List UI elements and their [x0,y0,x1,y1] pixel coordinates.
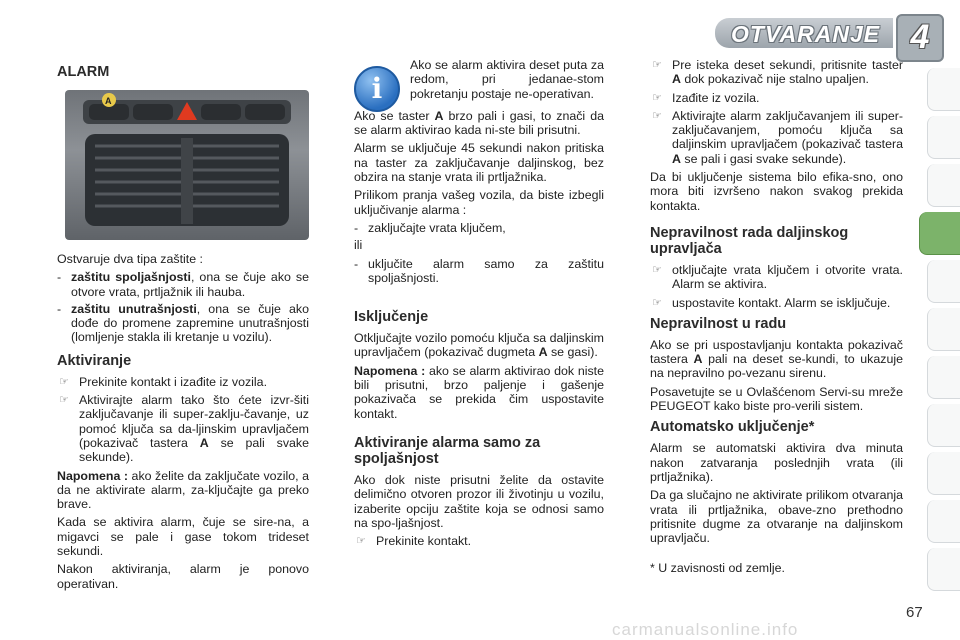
info-icon: i [354,66,400,112]
list-item: ☞ Prekinite kontakt i izađite iz vozila. [59,374,268,389]
list-item: ☞ otključajte vrata ključem i otvorite vrata. Alarm se aktivira. [652,262,903,292]
outer-only-text: Ako dok niste prisutni želite da ostavite delimično otvoren prozor ili životinju u vozilu, izaberite opciju zaštite koja se odnosi samo na spo-ljašnjost. [354,472,604,530]
side-tab[interactable] [927,308,960,351]
dashboard-illustration [65,90,309,240]
pointing-hand-icon: ☞ [652,263,662,276]
list-item: ☞ Aktivirajte alarm zaključavanjem ili super-zaključavanjem, pomoću ključa sa daljinskim upravljačem (pokazivač tastera A se pali i gasi svake sekunde). [652,108,903,166]
column-3 [650,58,903,580]
wash-option: - zaključajte vrata ključem, [354,220,506,235]
section-heading-auto: Automatsko uključenje* [650,419,815,436]
chapter-number-badge [896,14,944,62]
type-outer-text: , ona se čuje ako se otvore vrata, prtljažnik ili hauba. [71,270,309,299]
section-heading-alarm: ALARM [57,64,110,80]
section-heading-fault: Nepravilnost u radu [650,315,787,332]
side-tab-strip [927,68,960,588]
footnote: * U zavisnosti od zemlje. [650,561,785,576]
wash-option: - uključite alarm samo za zaštitu spoljašnjosti. [354,256,604,285]
pointing-hand-icon: ☞ [652,59,662,71]
alarm-trigger-text: Kada se aktivira alarm, čuje se sire-na, a migavci se pale i gase tokom trideset sekundi. [57,515,309,559]
page-number: 67 [906,604,923,621]
column-2 [354,58,604,552]
list-item: ☞ uspostavite kontakt. Alarm se isključuje. [652,295,891,310]
side-tab[interactable] [927,116,960,159]
info-text: Ako se alarm aktivira deset puta za redom, pri jedanae-stom pokretanju postaje ne-operativan. [410,58,604,101]
type-outer-label: zaštitu spoljašnjosti [71,270,191,285]
side-tab-active[interactable] [919,212,960,255]
column-1 [57,58,309,595]
chapter-title: OTVARANJE [731,21,881,47]
pointing-hand-icon: ☞ [652,296,662,309]
pointing-hand-icon: ☞ [356,535,366,548]
pointing-hand-icon: ☞ [59,375,69,388]
side-tab[interactable] [927,500,960,543]
service-text: Posavetujte se u Ovlašćenom Servi-su mreže PEUGEOT kako biste pro-verili sistem. [650,384,903,414]
section-heading-activation: Aktiviranje [57,352,132,369]
type-inner-text: , ona se čuje ako dođe do promene zapremine unutrašnjosti (lomljenje stakla ili kretanje u vozilu). [71,301,309,345]
pointing-hand-icon: ☞ [652,91,662,104]
button-flash-text: Ako se taster A brzo pali i gasi, to znači da se alarm aktivirao kada ni-ste bili prisutni. [354,108,604,138]
list-item: ☞ Prekinite kontakt. [356,534,472,549]
car-wash-text: Prilikom pranja vašeg vozila, da biste izbegli uključivanje alarma : [354,188,604,217]
list-item: ☞ Pre isteka deset sekundi, pritisnite taster A dok pokazivač nije stalno upaljen. [652,58,903,87]
fault-text: Ako se pri uspostavljanju kontakta pokazivač tastera A pali na deset se-kundi, to ukazuje na nepravilno po-vezanu sirenu. [650,337,904,381]
section-heading-off: Isključenje [354,309,429,326]
alarm-after-text: Nakon aktiviranja, alarm je ponovo operativan. [57,562,309,591]
side-tab[interactable] [927,356,960,399]
chapter-title-banner [715,18,893,48]
auto-text-1: Alarm se automatski aktivira dva minuta nakon zatvaranja poslednjih vrata (ili prtljažnika). [650,441,903,484]
side-tab[interactable] [927,260,960,303]
button-a-label: A [105,96,112,106]
side-tab[interactable] [927,548,960,591]
alarm-45s-text: Alarm se uključuje 45 sekundi nakon pritiska na taster za zaključavanje daljinskog, bez obzira na stanje vrata ili prtljažnika. [354,141,604,185]
type-inner-label: zaštitu unutrašnjosti [71,301,197,316]
watermark: carmanualsonline.info [612,620,799,639]
side-tab[interactable] [927,452,960,495]
dashboard-alarm-button-photo [65,90,309,240]
alarm-intro: Ostvaruje dva tipa zaštite : [57,252,204,266]
section-heading-outer-only: Aktiviranje alarma samo za spoljašnjost [354,434,541,467]
auto-text-2: Da ga slučajno ne aktivirate prilikom otvaranja vrata ili prtljažnika, obave-zno prethodno pritisnite dugme za otvaranje na daljinskom upravljaču. [650,488,903,546]
protection-type-outer: - zaštitu spoljašnjosti, ona se čuje ako se otvore vrata, prtljažnik ili hauba. [57,270,309,299]
list-item: ☞ Aktivirajte alarm tako što ćete izvr-šiti zaključavanje ili super-zaklju-čavanje, uz pomoć ključa sa da-ljinskim upravljačem (pokazivač tastera A se pali svake sekunde). [59,393,309,465]
chapter-number: 4 [910,18,930,56]
side-tab[interactable] [927,404,960,447]
list-item: ☞ Izađite iz vozila. [652,90,760,105]
side-tab[interactable] [927,68,960,111]
or-word: ili [354,238,363,253]
effective-text: Da bi uključenje sistema bilo efika-sno, ono mora biti izvršeno nakon svakog prekida kontakta. [650,170,903,213]
side-tab[interactable] [927,164,960,207]
note-off: Napomena : ako se alarm aktivirao dok niste bili prisutni, brzo paljenje i gašenje pokazivača se prekida čim uspostavite kontakt. [354,363,604,421]
protection-type-inner: - zaštitu unutrašnjosti, ona se čuje ako dođe do promene zapremine unutrašnjosti (lomljenje stakla ili kretanje u vozilu). [57,301,309,345]
note-lock-without-alarm: Napomena : ako želite da zaključate vozilo, a da ne aktivirate alarm, za-ključajte ga preko brave. [57,468,310,512]
off-text: Otključajte vozilo pomoću ključa sa daljinskim upravljačem (pokazivač dugmeta A se gasi). [354,331,604,360]
pointing-hand-icon: ☞ [652,109,662,122]
section-heading-remote-fault: Nepravilnost rada daljinskog upravljača [650,224,849,257]
pointing-hand-icon: ☞ [59,394,69,407]
